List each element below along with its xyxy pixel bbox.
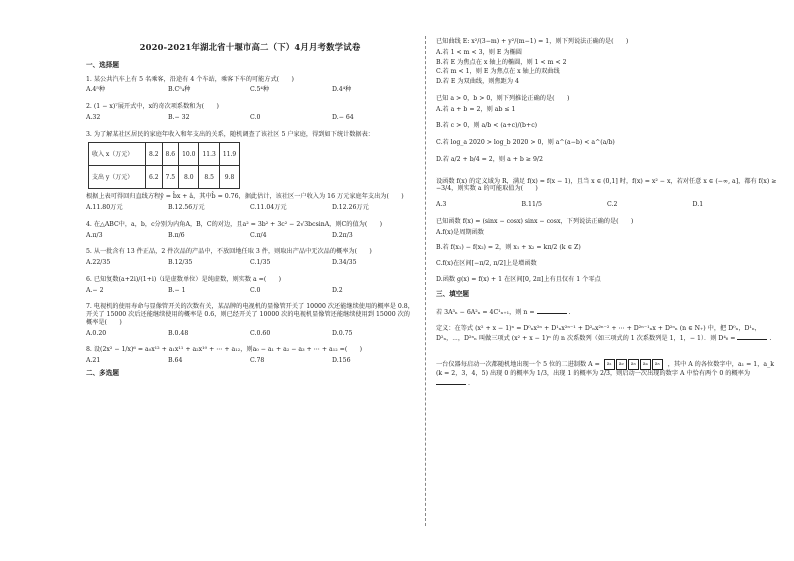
table-cell: 8.2 (146, 143, 163, 166)
question-7-options (86, 330, 414, 338)
option: D.函数 g(x) = f(x) + 1 在区间[0, 2π]上有且仅有 1 个零点 (436, 275, 601, 283)
fill-question-3 (436, 359, 778, 388)
table-cell: 11.9 (219, 143, 239, 166)
option: C.若 log_a 2020 > log_b 2020 > 0，则 a^(a−b) < a^(a/b) (436, 139, 615, 146)
option: B.12/35 (168, 259, 193, 267)
option: A.21 (86, 357, 101, 365)
option: B.11/5 (521, 201, 542, 208)
option: A.11.80万元 (86, 204, 123, 212)
digit-box: a₃ (628, 359, 639, 370)
fill-question-end: . (467, 379, 470, 387)
fill-question-text: 一台仪器每启动一次都随机地出现一个 5 位的二进制数 A = (436, 360, 600, 368)
fill-question-1 (436, 307, 778, 317)
answer-blank (737, 333, 767, 340)
question-5-options (86, 259, 414, 267)
option: D.4⁴种 (332, 86, 352, 94)
option: D.若 E 为双曲线，则焦距为 4 (436, 78, 519, 85)
left-column (86, 38, 414, 384)
option: D.− 64 (332, 113, 354, 121)
option: B.若 f(x₁) − f(x₂) = 2，则 x₁ + x₂ = kπ/2 (k ∈ Z) (436, 244, 581, 252)
option: B.若 E 为焦点在 x 轴上的椭圆，则 1 < m < 2 (436, 58, 567, 66)
table-row (89, 143, 240, 166)
fill-question-continuation: ，其中 A 的各位数字中，a₁ = 1，a_k (k = 2，3，4，5) 出现 0 的概率为 1/3，出现 1 的概率为 2/3，则启动一次出现的数字 A 中恰有两个 0 的概率为 (436, 360, 774, 377)
table-row (89, 166, 240, 189)
option: D.0.75 (332, 329, 353, 337)
section-heading-fill: 三、填空题 (436, 289, 469, 298)
option: A.f(x)是周期函数 (436, 228, 484, 236)
option: C.0.60 (250, 329, 271, 337)
option: C.0 (250, 113, 261, 121)
question-9: 已知曲线 E: x²/(3−m) + y²/(m−1) = 1，则下列说法正确的是( ) (436, 38, 629, 45)
option: C.1/35 (250, 259, 271, 267)
option: B.12.56万元 (168, 204, 205, 212)
digit-box: a₄ (640, 359, 651, 370)
option: D.34/35 (332, 259, 357, 267)
option: A.22/35 (86, 259, 111, 267)
option: A.π/3 (86, 231, 103, 239)
table-cell: 8.6 (162, 143, 179, 166)
option: C.f(x)在区间[−π/2, π/2]上是增函数 (436, 260, 537, 267)
table-cell: 8.0 (179, 166, 199, 189)
digit-box: a₅ (652, 359, 663, 370)
option: B.− 1 (168, 286, 186, 294)
question-6: 6. 已知复数(a+2i)/(1+i)（i是虚数单位）是纯虚数，则实数 a =( ) (86, 275, 282, 283)
fill-question-2 (436, 325, 778, 343)
option: B.0.48 (168, 329, 189, 337)
option: B.π/6 (168, 231, 185, 239)
question-10: 已知 a > 0，b > 0，则下列推论正确的是( ) (436, 94, 570, 102)
question-8-options (86, 357, 414, 365)
column-divider (425, 36, 426, 526)
digit-box: a₁ (604, 359, 615, 370)
section-heading-choice: 一、选择题 (86, 60, 119, 69)
question-2: 2. (1 − x)⁷展开式中，x的奇次项系数和为( ) (86, 103, 219, 111)
fill-question-text: 定义：在等式 (x² + x − 1)ⁿ = D⁰ₙx²ⁿ + D¹ₙx²ⁿ⁻¹ + D²ₙx²ⁿ⁻² + ⋯ + D²ⁿ⁻¹ₙx + D²ⁿₙ (n ∈ N₊) 中，把 D⁰ₙ，D¹ₙ，D²ₙ，⋯，D²ⁿₙ 叫做三项式 (x² + x − 1)ⁿ 的 n 次系数列（如三项式的 1 次系数列是 1，1，− 1）．则 D⁴₆ = (436, 325, 761, 343)
table-cell: 8.5 (199, 166, 219, 189)
option: B.C⁵₄种 (168, 86, 191, 94)
option: A.32 (86, 113, 101, 121)
question-3-continuation: 根据上表可得回归直线方程ŷ = b̂x + â，其中b̂ = 0.76，据此估计，该社区一户收入为 16 万元家庭年支出为( ) (86, 193, 404, 201)
table-cell: 10.0 (179, 143, 199, 166)
option: D.2π/3 (332, 231, 353, 239)
option: A.3 (436, 201, 447, 208)
question-4-options (86, 232, 414, 240)
question-11-options (436, 201, 778, 209)
question-2-options (86, 114, 414, 122)
question-1: 1. 某公共汽车上有 5 名乘客，沿途有 4 个车站，乘客下车的可能方式( ) (86, 75, 294, 83)
table-cell: 9.8 (219, 166, 239, 189)
question-11: 设函数 f(x) 的定义域为 R，满足 f(x) = f(x − 1)，且当 x ∈ (0,1] 时，f(x) = x² − x，若对任意 x ∈ (−∞, a]，都有 f(x) ≥ −3/4，则实数 a 的可能取值为( ) (436, 177, 777, 193)
row-label: 收入 x（万元） (89, 143, 146, 166)
option: C.2 (607, 201, 618, 208)
fill-question-text: 若 3A³ₙ − 6A²ₙ = 4C¹ₙ₊₁，则 n = (436, 308, 535, 316)
option: B.− 32 (168, 113, 190, 121)
option: A.若 a + b = 2，则 ab ≤ 1 (436, 105, 516, 113)
option: A.0.20 (86, 329, 107, 337)
option: A.− 2 (86, 286, 104, 294)
question-8: 8. 设(2x² − 1/x)⁶ = a₀x¹² + a₁x¹¹ + a₂x¹⁰ + ⋯ + a₁₂，则a₀ − a₁ + a₂ − a₃ + ⋯ + a₁₂ =( ) (86, 346, 363, 354)
option: C.5⁴种 (250, 86, 270, 94)
fill-question-end: . (568, 308, 571, 316)
digit-box: a₂ (616, 359, 627, 370)
option: D.156 (332, 357, 351, 365)
answer-blank (537, 307, 567, 314)
question-3-options (86, 204, 414, 212)
right-column (436, 38, 778, 390)
option: D.1 (692, 201, 704, 208)
option: B.64 (168, 357, 183, 365)
section-heading-multi: 二、多选题 (86, 368, 119, 377)
option: B.若 c > 0，则 a/b < (a+c)/(b+c) (436, 122, 538, 130)
question-12: 已知函数 f(x) = (sinx − cosx) sinx − cosx，下列说法正确的是( ) (436, 217, 634, 225)
row-label: 支出 y（万元） (89, 166, 146, 189)
fill-question-end: . (769, 335, 772, 343)
option: C.π/4 (250, 231, 267, 239)
table-cell: 6.2 (146, 166, 163, 189)
option: D.12.26万元 (332, 204, 369, 212)
table-cell: 11.3 (199, 143, 219, 166)
option: A.若 1 < m < 3，则 E 为椭圆 (436, 48, 522, 56)
statistics-table (88, 142, 240, 189)
question-7: 7. 电视机的使用寿命与显像管开关的次数有关，某品牌的电视机的显像管开关了 10000 次还能继续使用的概率是 0.8，开关了 15000 次后还能继续使用的概率是 0.6，则已经开关了 10000 次的电视机显像管还能继续使用到 15000 次的概率是( ) (86, 303, 414, 326)
binary-digit-boxes (604, 359, 664, 370)
question-4: 4. 在△ABC中，a，b，c分别为内角A，B，C的对边，且a² = 3b² + 3c² − 2√3bcsinA，则C的值为( ) (86, 220, 383, 228)
option: C.若 m < 1，则 E 为焦点在 x 轴上的双曲线 (436, 68, 560, 76)
answer-blank (436, 378, 466, 385)
option: C.11.04万元 (250, 204, 287, 212)
option: D.2 (332, 286, 343, 294)
option: D.若 a/2 + b/4 = 2，则 a + b ≥ 9/2 (436, 155, 543, 163)
option: A.4⁵种 (86, 86, 106, 94)
option: C.78 (250, 357, 265, 365)
question-1-options (86, 86, 414, 94)
option: C.0 (250, 286, 261, 294)
table-cell: 7.5 (162, 166, 179, 189)
question-5: 5. 从一批含有 13 件正品，2 件次品的产品中，不放回地任取 3 件，则取出产品中无次品的概率为( ) (86, 248, 372, 256)
question-6-options (86, 287, 414, 295)
question-3: 3. 为了解某社区居民的家庭年收入和年支出的关系，随机调查了该社区 5 户家庭，得到如下统计数据表： (86, 130, 374, 138)
page-title: 2020-2021年湖北省十堰市高二（下）4月月考数学试卷 (139, 42, 361, 52)
